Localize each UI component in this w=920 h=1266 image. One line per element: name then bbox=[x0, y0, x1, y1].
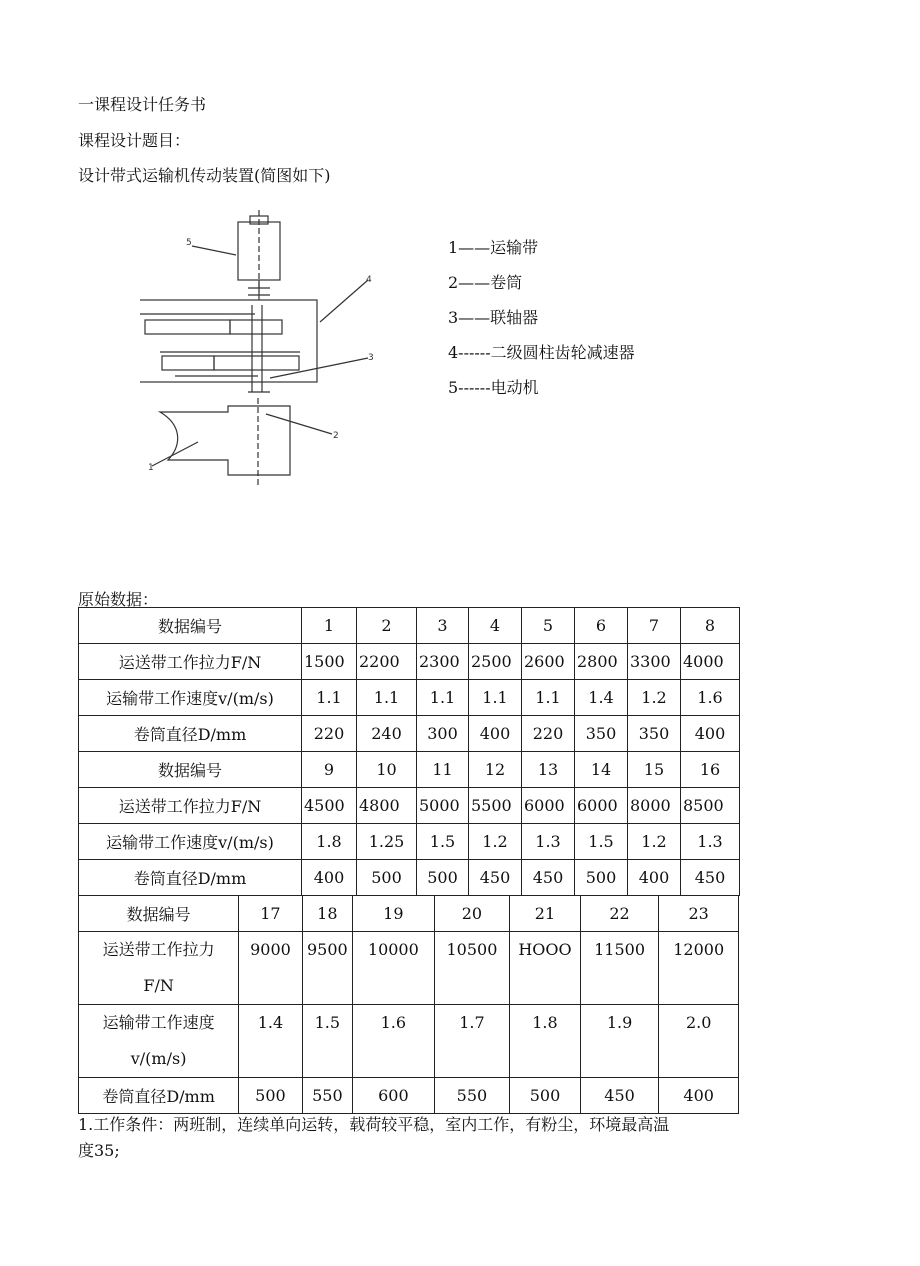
diagram-label-4: 4 bbox=[366, 275, 372, 285]
transmission-diagram bbox=[140, 210, 380, 490]
table1-cell: 1.1 bbox=[522, 680, 575, 716]
table1-cell: 4 bbox=[469, 608, 522, 644]
table2-cell: 1.4 bbox=[239, 1005, 302, 1078]
table1-cell: 1.2 bbox=[469, 824, 522, 860]
table1-cell: 350 bbox=[628, 716, 681, 752]
table2-cell: 1.6 bbox=[353, 1005, 435, 1078]
table2-cell: 1.9 bbox=[580, 1005, 659, 1078]
table1-cell: 14 bbox=[575, 752, 628, 788]
table1-cell: 1.1 bbox=[417, 680, 469, 716]
table2-cell: 600 bbox=[353, 1078, 435, 1114]
table2-header-cell: 21 bbox=[510, 896, 581, 932]
table1-row-label: 运输带工作速度v/(m/s) bbox=[79, 824, 302, 860]
table1-cell: 1.3 bbox=[681, 824, 740, 860]
table1-row-label: 运送带工作拉力F/N bbox=[79, 644, 302, 680]
table1-cell: 1.4 bbox=[575, 680, 628, 716]
legend-item: 5------电动机 bbox=[448, 378, 539, 397]
data-table-1 bbox=[78, 607, 740, 896]
table2-cell: 550 bbox=[302, 1078, 352, 1114]
table2-header-cell: 22 bbox=[580, 896, 659, 932]
table1-cell: 2 bbox=[357, 608, 417, 644]
data-table-2 bbox=[78, 895, 739, 1114]
table1-cell: 1.2 bbox=[628, 680, 681, 716]
table-row bbox=[79, 860, 740, 896]
table2-header-cell: 23 bbox=[659, 896, 739, 932]
drum-belt-shape bbox=[160, 406, 290, 475]
table2-header-cell: 18 bbox=[302, 896, 352, 932]
table1-cell: 6000 bbox=[575, 788, 628, 824]
table1-cell: 1.8 bbox=[302, 824, 357, 860]
table1-cell: 9 bbox=[302, 752, 357, 788]
table2-header-cell: 20 bbox=[434, 896, 510, 932]
table1-cell: 450 bbox=[681, 860, 740, 896]
diagram-label-1: 1 bbox=[148, 463, 154, 473]
data-label: 原始数据： bbox=[78, 590, 159, 609]
table1-cell: 8000 bbox=[628, 788, 681, 824]
legend-item: 2——卷筒 bbox=[448, 273, 523, 292]
table2-cell: 9500 bbox=[302, 932, 352, 1005]
table1-row-label: 卷筒直径D/mm bbox=[79, 860, 302, 896]
table-row bbox=[79, 716, 740, 752]
table2-cell: 10000 bbox=[353, 932, 435, 1005]
table1-cell: 16 bbox=[681, 752, 740, 788]
table1-cell: 450 bbox=[522, 860, 575, 896]
legend-item: 1——运输带 bbox=[448, 238, 539, 257]
table1-cell: 15 bbox=[628, 752, 681, 788]
table-row bbox=[79, 608, 740, 644]
table2-cell: 11500 bbox=[580, 932, 659, 1005]
table-row bbox=[79, 680, 740, 716]
table1-cell: 4000 bbox=[681, 644, 740, 680]
table1-cell: 1.6 bbox=[681, 680, 740, 716]
table2-cell: 12000 bbox=[659, 932, 739, 1005]
table2-cell: HOOO bbox=[510, 932, 581, 1005]
table1-cell: 12 bbox=[469, 752, 522, 788]
table1-cell: 1.1 bbox=[357, 680, 417, 716]
table1-cell: 13 bbox=[522, 752, 575, 788]
heading: 一课程设计任务书 bbox=[78, 95, 207, 114]
table2-cell: 500 bbox=[510, 1078, 581, 1114]
table1-cell: 300 bbox=[417, 716, 469, 752]
force-label-line1: 运送带工作拉力 bbox=[102, 940, 215, 959]
table1-cell: 1.25 bbox=[357, 824, 417, 860]
table1-cell: 240 bbox=[357, 716, 417, 752]
table2-header-cell: 19 bbox=[353, 896, 435, 932]
table1-cell: 500 bbox=[417, 860, 469, 896]
table1-cell: 2600 bbox=[522, 644, 575, 680]
table1-row-label: 数据编号 bbox=[79, 752, 302, 788]
table1-cell: 3 bbox=[417, 608, 469, 644]
subject: 设计带式运输机传动装置(简图如下) bbox=[78, 166, 331, 185]
table1-row-label: 数据编号 bbox=[79, 608, 302, 644]
table-row bbox=[79, 644, 740, 680]
table1-cell: 1.5 bbox=[575, 824, 628, 860]
table1-cell: 400 bbox=[302, 860, 357, 896]
table1-cell: 10 bbox=[357, 752, 417, 788]
table1-cell: 1 bbox=[302, 608, 357, 644]
table1-cell: 5000 bbox=[417, 788, 469, 824]
diagram-label-3: 3 bbox=[368, 353, 374, 363]
table2-row-label bbox=[79, 932, 239, 1005]
speed-label-line2: v/(m/s) bbox=[130, 1049, 187, 1068]
table1-cell: 11 bbox=[417, 752, 469, 788]
table1-cell: 350 bbox=[575, 716, 628, 752]
table1-cell: 5500 bbox=[469, 788, 522, 824]
table1-cell: 500 bbox=[357, 860, 417, 896]
table1-cell: 1.1 bbox=[302, 680, 357, 716]
table1-cell: 2300 bbox=[417, 644, 469, 680]
table2-cell: 1.8 bbox=[510, 1005, 581, 1078]
table1-cell: 500 bbox=[575, 860, 628, 896]
table1-cell: 7 bbox=[628, 608, 681, 644]
table2-cell: 2.0 bbox=[659, 1005, 739, 1078]
table2-cell: 400 bbox=[659, 1078, 739, 1114]
force-label-line2: F/N bbox=[143, 976, 174, 995]
table1-cell: 1.1 bbox=[469, 680, 522, 716]
condition-line-1: 1.工作条件：两班制，连续单向运转，载荷较平稳，室内工作，有粉尘，环境最高温 bbox=[78, 1115, 670, 1134]
table1-cell: 5 bbox=[522, 608, 575, 644]
table1-cell: 3300 bbox=[628, 644, 681, 680]
table1-row-label: 运送带工作拉力F/N bbox=[79, 788, 302, 824]
diagram-label-5: 5 bbox=[186, 238, 192, 248]
table-row bbox=[79, 788, 740, 824]
table2-cell: 500 bbox=[239, 1078, 302, 1114]
table1-cell: 2200 bbox=[357, 644, 417, 680]
table1-cell: 400 bbox=[681, 716, 740, 752]
table1-row-label: 运输带工作速度v/(m/s) bbox=[79, 680, 302, 716]
table-row bbox=[79, 752, 740, 788]
table1-row-label: 卷筒直径D/mm bbox=[79, 716, 302, 752]
table2-cell: 550 bbox=[434, 1078, 510, 1114]
table2-header-cell: 17 bbox=[239, 896, 302, 932]
table1-cell: 8500 bbox=[681, 788, 740, 824]
table1-cell: 450 bbox=[469, 860, 522, 896]
legend-item: 4------二级圆柱齿轮减速器 bbox=[448, 343, 635, 362]
table1-cell: 6 bbox=[575, 608, 628, 644]
table1-cell: 220 bbox=[522, 716, 575, 752]
table1-cell: 6000 bbox=[522, 788, 575, 824]
table2-cell: 450 bbox=[580, 1078, 659, 1114]
table2-row-label: 卷筒直径D/mm bbox=[79, 1078, 239, 1114]
table-row bbox=[79, 824, 740, 860]
table1-cell: 400 bbox=[628, 860, 681, 896]
table1-cell: 1.2 bbox=[628, 824, 681, 860]
table2-cell: 1.5 bbox=[302, 1005, 352, 1078]
legend-item: 3——联轴器 bbox=[448, 308, 539, 327]
table1-cell: 2800 bbox=[575, 644, 628, 680]
table1-cell: 4500 bbox=[302, 788, 357, 824]
condition-line-2: 度35; bbox=[78, 1141, 120, 1160]
table1-cell: 8 bbox=[681, 608, 740, 644]
table1-cell: 4800 bbox=[357, 788, 417, 824]
diagram-label-2: 2 bbox=[333, 431, 339, 441]
table1-cell: 1.5 bbox=[417, 824, 469, 860]
table2-cell: 1.7 bbox=[434, 1005, 510, 1078]
table1-cell: 400 bbox=[469, 716, 522, 752]
table2-header-cell: 数据编号 bbox=[79, 896, 239, 932]
table1-cell: 220 bbox=[302, 716, 357, 752]
table2-cell: 10500 bbox=[434, 932, 510, 1005]
table1-cell: 1500 bbox=[302, 644, 357, 680]
table1-cell: 2500 bbox=[469, 644, 522, 680]
table2-cell: 9000 bbox=[239, 932, 302, 1005]
table1-cell: 1.3 bbox=[522, 824, 575, 860]
speed-label-line1: 运输带工作速度 bbox=[102, 1013, 215, 1032]
subject-label: 课程设计题目： bbox=[78, 131, 191, 150]
table2-row-label bbox=[79, 1005, 239, 1078]
